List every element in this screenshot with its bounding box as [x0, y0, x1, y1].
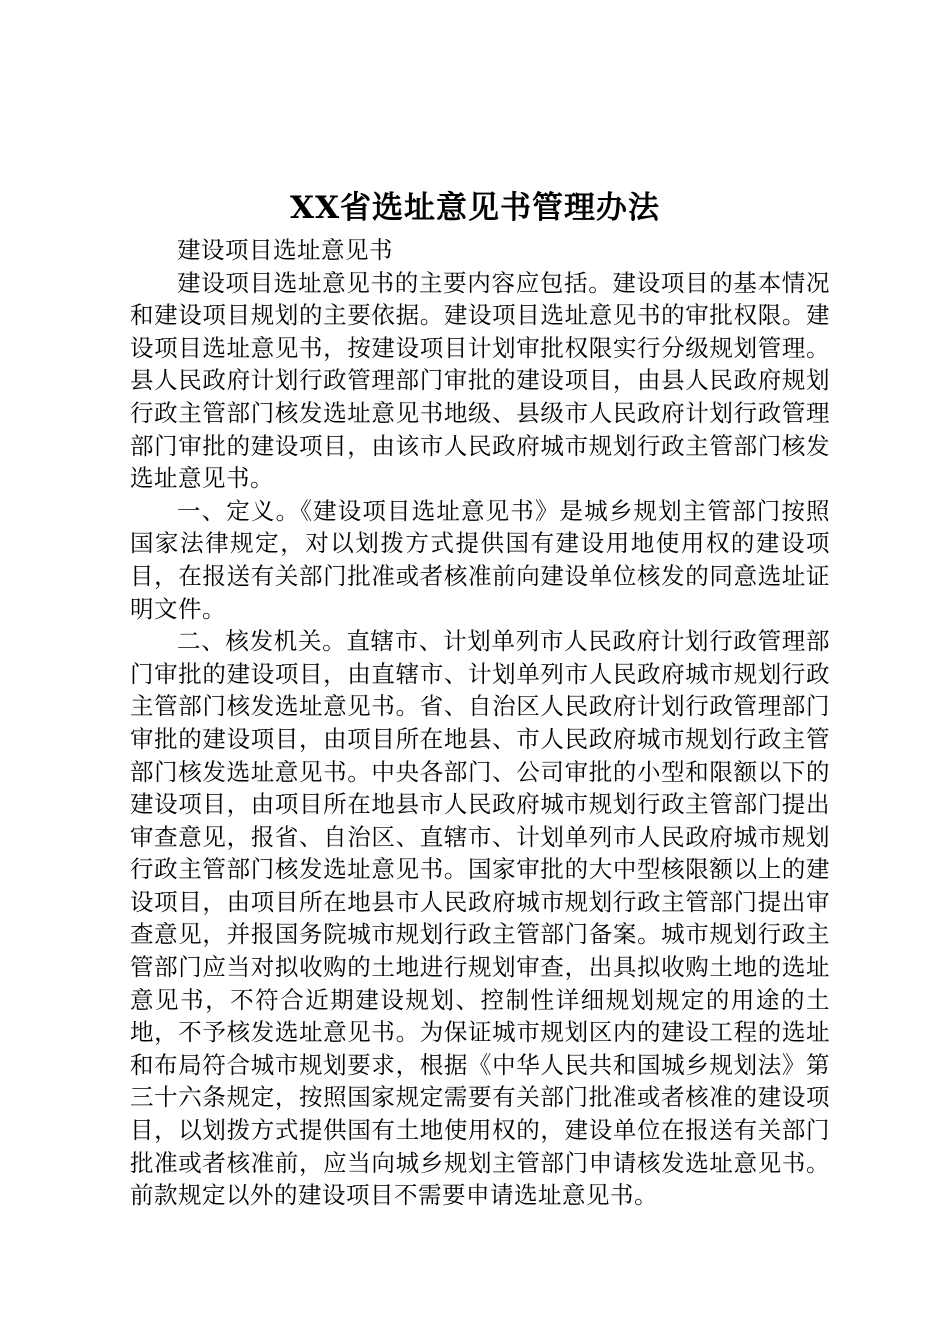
paragraph-definition: 一、定义。《建设项目选址意见书》是城乡规划主管部门按照国家法律规定，对以划拨方式提供国有建设用地使用权的建设项目，在报送有关部门批准或者核准前向建设单位核发的同意选址证明文件。 — [130, 496, 830, 623]
document-title: XX省选址意见书管理办法 — [289, 190, 661, 226]
paragraph-issuing-authority: 二、核发机关。直辖市、计划单列市人民政府计划行政管理部门审批的建设项目，由直辖市、计划单列市人民政府城市规划行政主管部门核发选址意见书。省、自治区人民政府计划行政管理部门审批的建设项目，由项目所在地县、市人民政府城市规划行政主管部门核发选址意见书。中央各部门、公司审批的小型和限额以下的建设项目，由项目所在地县市人民政府城市规划行政主管部门提出审查意见，报省、自治区、直辖市、计划单列市人民政府城市规划行政主管部门核发选址意见书。国家审批的大中型核限额以上的建设项目，由项目所在地县市人民政府城市规划行政主管部门提出审查意见，并报国务院城市规划行政主管部门备案。城市规划行政主管部门应当对拟收购的土地进行规划审查，出具拟收购土地的选址意见书，不符合近期建设规划、控制性详细规划规定的用途的土地，不予核发选址意见书。为保证城市规划区内的建设工程的选址和布局符合城市规划要求，根据《中华人民共和国城乡规划法》第三十六条规定，按照国家规定需要有关部门批准或者核准的建设项目，以划拨方式提供国有土地使用权的，建设单位在报送有关部门批准或者核准前，应当向城乡规划主管部门申请核发选址意见书。前款规定以外的建设项目不需要申请选址意见书。 — [130, 627, 830, 1210]
paragraph-subtitle: 建设项目选址意见书 — [177, 236, 393, 264]
document-body — [130, 234, 830, 1212]
paragraph-contents: 建设项目选址意见书的主要内容应包括。建设项目的基本情况和建设项目规划的主要依据。建设项目选址意见书的审批权限。建设项目选址意见书，按建设项目计划审批权限实行分级规划管理。县人民政府计划行政管理部门审批的建设项目，由县人民政府规划行政主管部门核发选址意见书地级、县级市人民政府计划行政管理部门审批的建设项目，由该市人民政府城市规划行政主管部门核发选址意见书。 — [130, 268, 830, 493]
